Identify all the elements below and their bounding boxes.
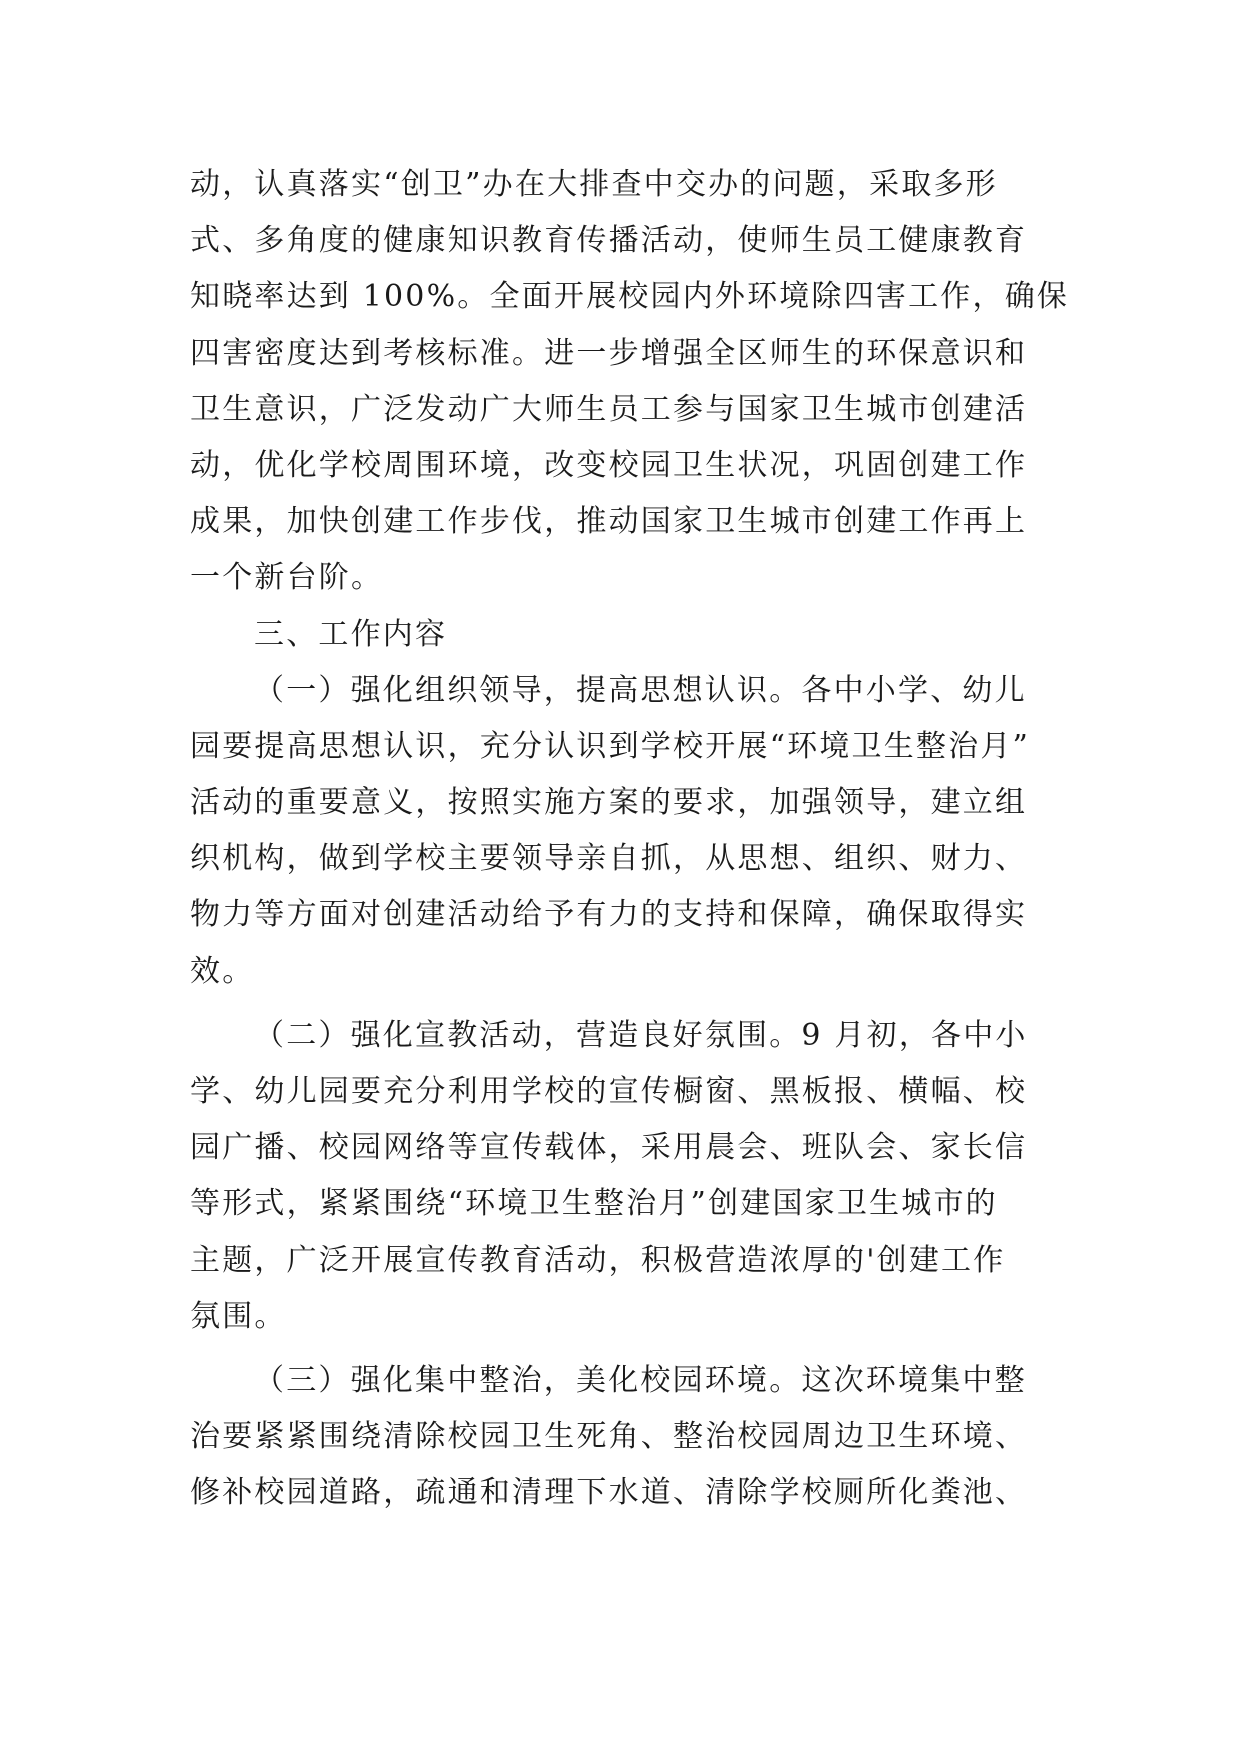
document-body (190, 157, 1080, 1522)
text-line: 修补校园道路，疏通和清理下水道、清除学校厕所化粪池、 (190, 1475, 1028, 1511)
text-line: 活动的重要意义，按照实施方案的要求，加强领导，建立组 (190, 785, 1028, 821)
text-line: 等形式，紧紧围绕“环境卫生整治月”创建国家卫生城市的 (190, 1186, 998, 1222)
text-line: 园要提高思想认识，充分认识到学校开展“环境卫生整治月” (190, 728, 1031, 764)
text-line: 主题，广泛开展宣传教育活动，积极营造浓厚的'创建工作 (190, 1242, 1006, 1278)
text-line: 学、幼儿园要充分利用学校的宣传橱窗、黑板报、横幅、校 (190, 1074, 1028, 1109)
text-line: 氛围。 (190, 1298, 287, 1334)
text-line: 园广播、校园网络等宣传载体，采用晨会、班队会、家长信 (190, 1130, 1028, 1166)
text-line: 一个新台阶。 (190, 560, 384, 596)
text-line: 成果，加快创建工作步伐，推动国家卫生城市创建工作再上 (190, 504, 1028, 540)
paragraph-item-two (190, 1008, 1080, 1345)
paragraph-intro (190, 157, 1080, 607)
paragraph-item-three (190, 1353, 1080, 1522)
text-line: 四害密度达到考核标准。进一步增强全区师生的环保意识和 (190, 335, 1028, 371)
text-line: （三）强化集中整治，美化校园环境。这次环境集中整 (254, 1362, 1027, 1398)
text-line: （二）强化宣教活动，营造良好氛围。9 月初，各中小 (254, 1017, 1028, 1053)
text-line: 治要紧紧围绕清除校园卫生死角、整治校园周边卫生环境、 (190, 1419, 1028, 1455)
text-line: （一）强化组织领导，提高思想认识。各中小学、幼儿 (254, 672, 1027, 708)
text-line: 卫生意识，广泛发动广大师生员工参与国家卫生城市创建活 (190, 391, 1028, 427)
text-line: 式、多角度的健康知识教育传播活动，使师生员工健康教育 (190, 223, 1028, 259)
text-line: 效。 (190, 953, 255, 989)
text-line: 动，优化学校周围环境，改变校园卫生状况，巩固创建工作 (190, 447, 1028, 483)
section-heading: 三、工作内容 (254, 616, 448, 652)
section-heading-work-content (190, 607, 1080, 663)
paragraph-item-one (190, 663, 1080, 1000)
text-line: 织机构，做到学校主要领导亲自抓，从思想、组织、财力、 (190, 841, 1028, 877)
text-line: 知晓率达到 100%。全面开展校园内外环境除四害工作，确保 (190, 279, 1070, 315)
text-line: 动，认真落实“创卫”办在大排查中交办的问题，采取多形 (190, 167, 998, 202)
text-line: 物力等方面对创建活动给予有力的支持和保障，确保取得实 (190, 897, 1028, 933)
